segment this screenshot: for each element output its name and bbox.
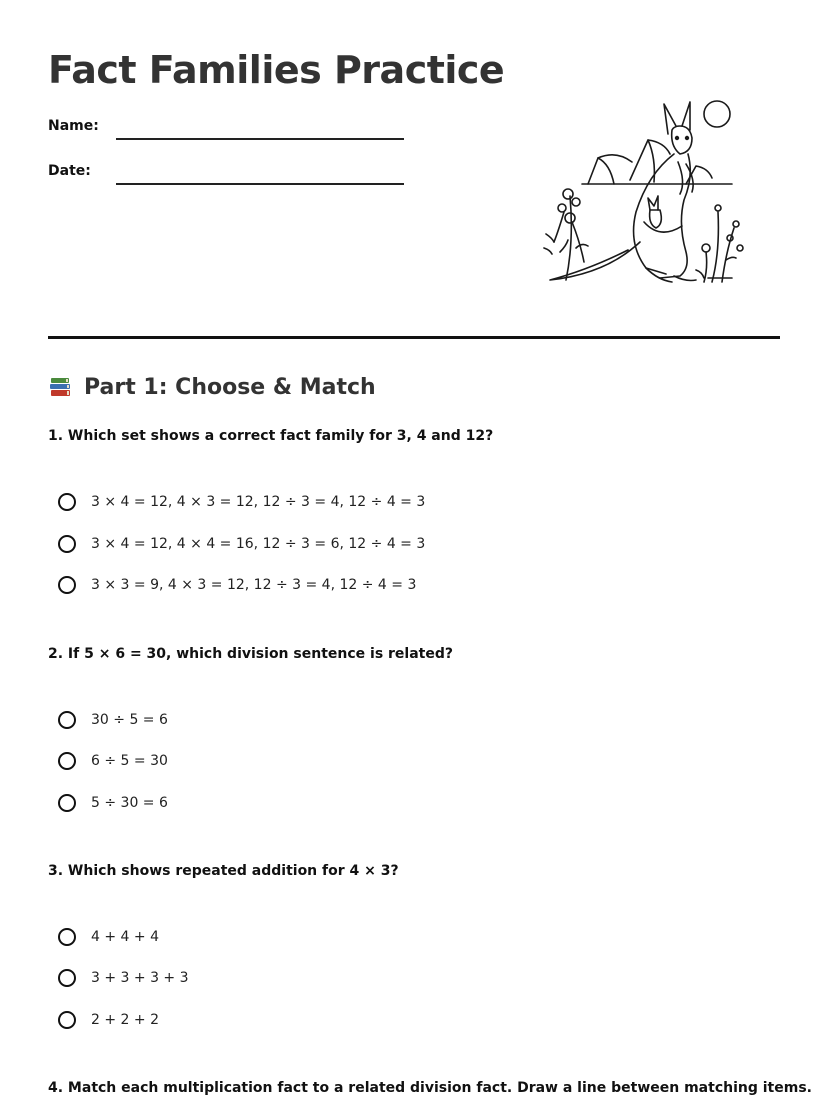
radio-button[interactable]: [58, 928, 76, 946]
name-label: Name:: [48, 118, 99, 134]
question-4: 4. Match each multiplication fact to a related division fact. Draw a line between matching items.: [48, 1080, 812, 1096]
q2-option-a[interactable]: [58, 708, 168, 732]
section-heading: [48, 374, 376, 400]
radio-button[interactable]: [58, 535, 76, 553]
date-field: [48, 163, 408, 187]
radio-button[interactable]: [58, 969, 76, 987]
radio-button[interactable]: [58, 576, 76, 594]
books-icon: [48, 374, 74, 400]
question-2: 2. If 5 × 6 = 30, which division sentence is related?: [48, 646, 453, 662]
option-text: 3 × 4 = 12, 4 × 4 = 16, 12 ÷ 3 = 6, 12 ÷ 4 = 3: [91, 536, 426, 552]
name-field: [48, 118, 408, 142]
question-3: 3. Which shows repeated addition for 4 × 3?: [48, 863, 399, 879]
date-write-line[interactable]: [116, 183, 404, 185]
radio-button[interactable]: [58, 752, 76, 770]
option-text: 4 + 4 + 4: [91, 929, 159, 945]
radio-button[interactable]: [58, 794, 76, 812]
option-text: 3 × 4 = 12, 4 × 3 = 12, 12 ÷ 3 = 4, 12 ÷ 4 = 3: [91, 494, 426, 510]
option-text: 3 + 3 + 3 + 3: [91, 970, 189, 986]
kangaroo-illustration: [536, 92, 748, 292]
section-divider: [48, 336, 780, 339]
option-text: 2 + 2 + 2: [91, 1012, 159, 1028]
q1-option-c[interactable]: [58, 573, 416, 597]
option-text: 5 ÷ 30 = 6: [91, 795, 168, 811]
q1-option-b[interactable]: [58, 532, 425, 556]
radio-button[interactable]: [58, 711, 76, 729]
name-write-line[interactable]: [116, 138, 404, 140]
q3-option-b[interactable]: [58, 966, 189, 990]
radio-button[interactable]: [58, 1011, 76, 1029]
question-1: 1. Which set shows a correct fact family for 3, 4 and 12?: [48, 428, 494, 444]
option-text: 30 ÷ 5 = 6: [91, 712, 168, 728]
q2-option-b[interactable]: [58, 749, 168, 773]
page-title: Fact Families Practice: [48, 48, 505, 92]
q2-option-c[interactable]: [58, 791, 168, 815]
section-heading-text: Part 1: Choose & Match: [84, 374, 376, 400]
q3-option-c[interactable]: [58, 1008, 159, 1032]
radio-button[interactable]: [58, 493, 76, 511]
q1-option-a[interactable]: [58, 490, 425, 514]
date-label: Date:: [48, 163, 91, 179]
q3-option-a[interactable]: [58, 925, 159, 949]
option-text: 3 × 3 = 9, 4 × 3 = 12, 12 ÷ 3 = 4, 12 ÷ 4 = 3: [91, 577, 417, 593]
option-text: 6 ÷ 5 = 30: [91, 753, 168, 769]
